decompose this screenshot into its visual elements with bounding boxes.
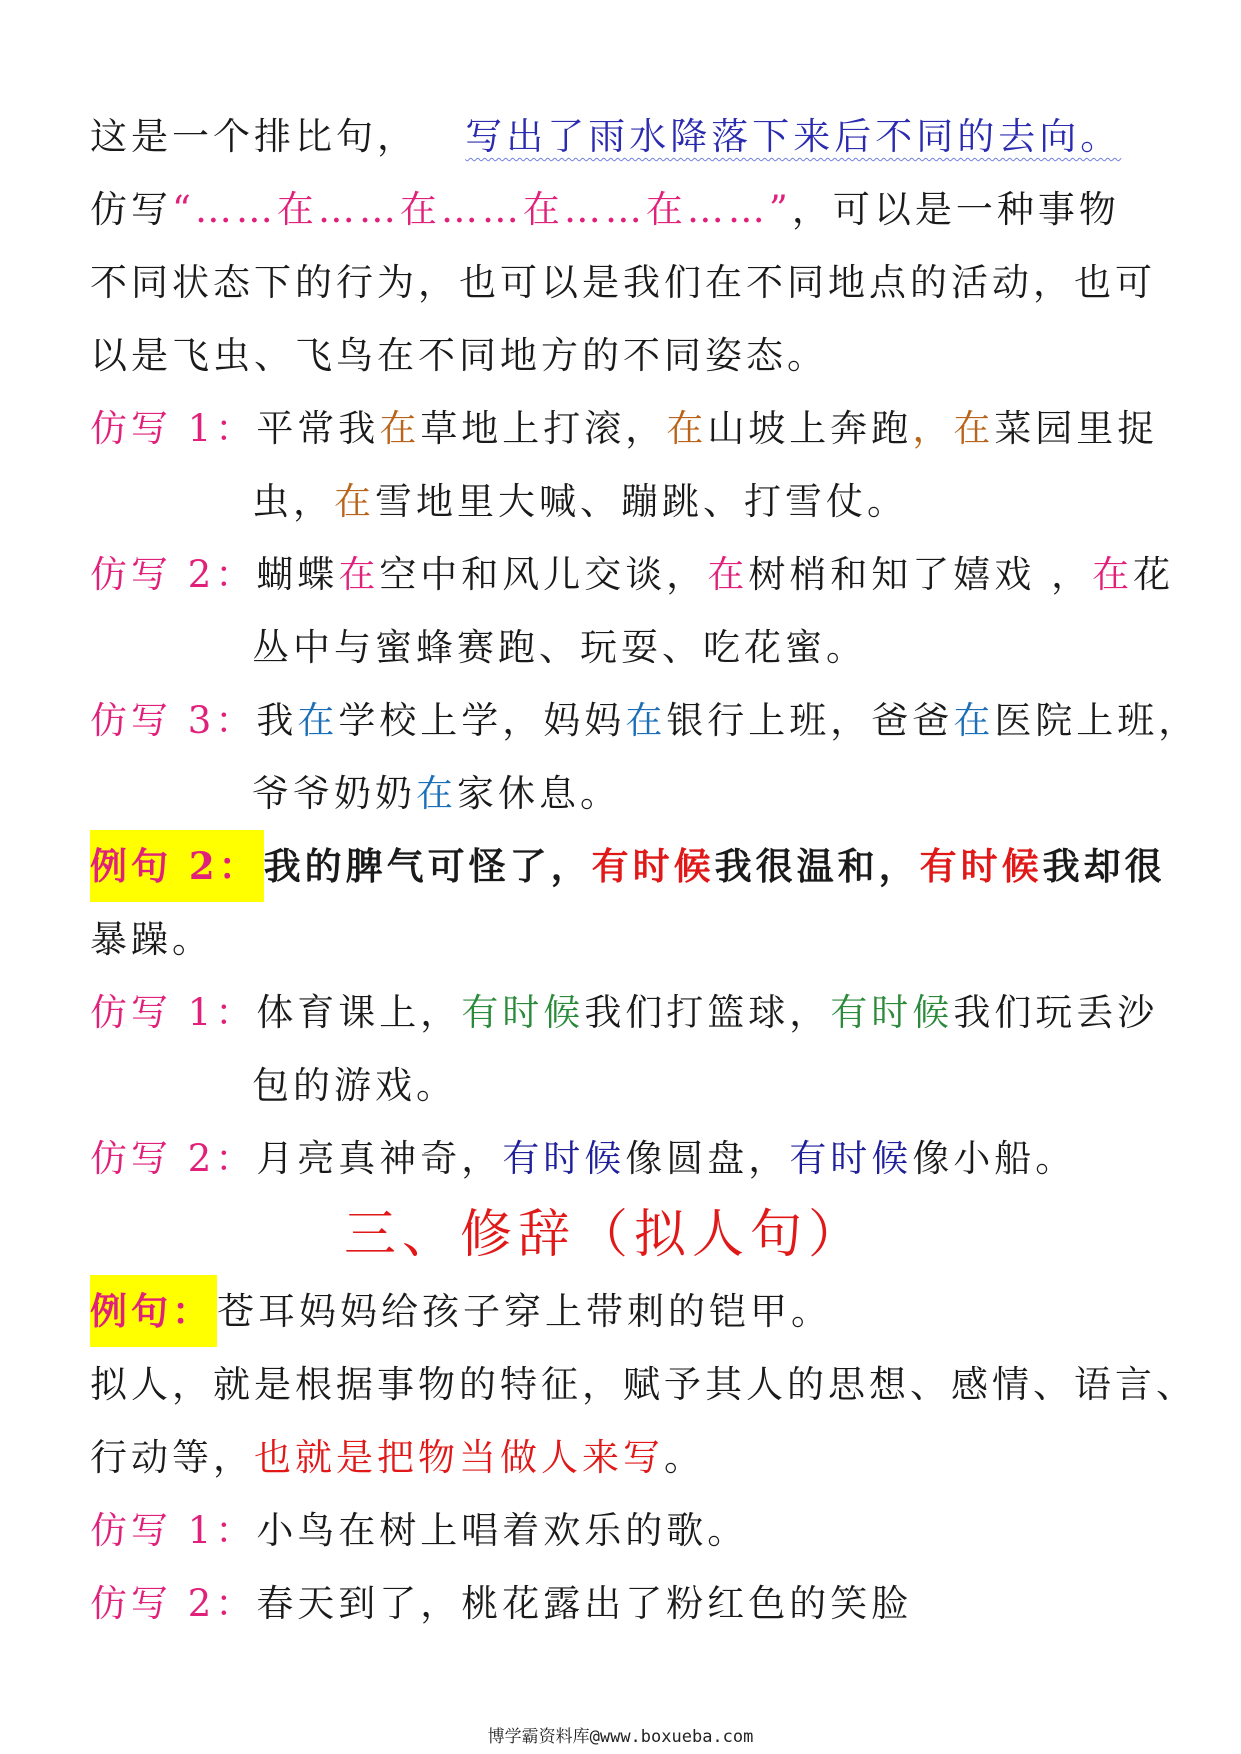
text-segment: 学校上学，妈妈 — [338, 699, 626, 742]
section-title: 三、修辞（拟人句） — [343, 1205, 866, 1265]
imitation-label: 仿写 3： — [90, 699, 257, 742]
text-segment: 春天到了，桃花露出了粉红色的笑脸 — [256, 1582, 913, 1625]
text-segment: 有时候 — [919, 844, 1043, 888]
imitation-label: 仿写 1： — [90, 407, 257, 450]
text-segment: 在 — [666, 407, 708, 450]
page-footer: 博学霸资料库@www.boxueba.com — [487, 1727, 754, 1747]
text-segment: 山坡上奔跑 — [707, 407, 913, 450]
imitation-6-line — [90, 1494, 1160, 1567]
text-segment: 月亮真神奇， — [256, 1137, 503, 1180]
text-segment: 小鸟在树上唱着欢乐的歌。 — [256, 1509, 749, 1552]
text-segment: 体育课上， — [256, 991, 462, 1034]
definition-line — [90, 1421, 1160, 1494]
imitation-label: 仿写 2： — [90, 1137, 257, 1180]
text-segment: 爷爷奶奶 — [252, 772, 416, 815]
imitation-2-line — [90, 538, 1175, 611]
imitation-label: 仿写 2： — [90, 553, 257, 596]
imitation-4-continuation: 包的游戏。 — [252, 1064, 457, 1107]
imitation-5-line — [90, 1122, 1160, 1195]
highlighted-explanation: 写出了雨水降落下来后不同的去向。 — [465, 115, 1122, 158]
text-segment: 这是一个排比句， — [90, 115, 418, 158]
example-sentence-2 — [90, 830, 1166, 903]
text-segment: 有时候 — [789, 1137, 913, 1180]
text-segment: 蝴蝶 — [256, 553, 339, 596]
text-segment: 在 — [953, 699, 995, 742]
text-segment: 行动等， — [90, 1436, 254, 1479]
text-segment: ， — [912, 407, 954, 450]
text-segment: 有时候 — [502, 1137, 626, 1180]
imitation-3-line — [90, 684, 1200, 757]
text-segment: 我 — [256, 699, 298, 742]
text-segment: 我们玩丢沙 — [953, 991, 1159, 1034]
text-segment: 菜园里捉 — [994, 407, 1159, 450]
imitation-3-continuation — [90, 757, 1160, 830]
key-definition: 也就是把物当做人来写 — [254, 1436, 664, 1479]
example-sentence-3 — [90, 1275, 1160, 1348]
text-segment: 在 — [297, 699, 339, 742]
text-segment: 有时候 — [591, 844, 715, 888]
imitation-4-line — [90, 976, 1160, 1049]
text-segment: 仿写 — [90, 188, 172, 231]
text-segment: 我们打篮球， — [584, 991, 831, 1034]
text-segment: 医院上班， — [994, 699, 1200, 742]
text-segment: 在 — [338, 553, 380, 596]
imitation-label: 仿写 1： — [90, 991, 257, 1034]
imitation-7-line — [90, 1567, 1160, 1640]
text-segment: 家休息。 — [457, 772, 621, 815]
example-label: 例句： — [90, 1275, 217, 1347]
text-segment: 像小船。 — [912, 1137, 1077, 1180]
paragraph-line: 不同状态下的行为，也可以是我们在不同地点的活动，也可 — [90, 261, 1156, 304]
text-segment: ，可以是一种事物 — [791, 188, 1120, 231]
text-segment: 在 — [707, 553, 749, 596]
text-segment: 我很温和， — [714, 844, 920, 888]
text-segment: 像圆盘， — [625, 1137, 790, 1180]
example-sentence-2-continuation: 暴躁。 — [90, 918, 213, 961]
imitation-1-continuation — [90, 465, 1160, 538]
document-body — [90, 100, 1200, 1640]
text-segment: 树梢和知了嬉戏 ， — [748, 553, 1093, 596]
text-segment: 花 — [1133, 553, 1175, 596]
text-segment: 虫， — [252, 480, 334, 523]
text-segment: 草地上打滚， — [420, 407, 667, 450]
imitation-2-continuation: 丛中与蜜蜂赛跑、玩耍、吃花蜜。 — [252, 626, 867, 669]
text-segment: 在 — [379, 407, 421, 450]
text-segment: 我的脾气可怪了， — [263, 844, 592, 888]
text-segment: 有时候 — [830, 991, 954, 1034]
text-segment: 在 — [334, 480, 375, 523]
text-segment: 平常我 — [256, 407, 380, 450]
paragraph-line — [90, 173, 1160, 246]
text-segment: 在 — [1092, 553, 1134, 596]
text-segment: 有时候 — [461, 991, 585, 1034]
text-segment: 银行上班，爸爸 — [666, 699, 954, 742]
paragraph-line: 以是飞虫、飞鸟在不同地方的不同姿态。 — [90, 334, 828, 377]
text-segment: 在 — [625, 699, 667, 742]
text-segment: 在 — [953, 407, 995, 450]
example-label: 例句 2： — [90, 830, 264, 902]
imitation-label: 仿写 2： — [90, 1582, 257, 1625]
text-segment: 苍耳妈妈给孩子穿上带刺的铠甲。 — [217, 1290, 832, 1333]
paragraph-line — [90, 100, 1160, 173]
text-segment: 空中和风儿交谈， — [379, 553, 708, 596]
definition-line: 拟人，就是根据事物的特征，赋予其人的思想、感情、语言、 — [90, 1363, 1197, 1406]
imitation-1-line — [90, 392, 1160, 465]
text-segment: 雪地里大喊、蹦跳、打雪仗。 — [375, 480, 908, 523]
text-segment: 在 — [416, 772, 457, 815]
text-segment: 。 — [664, 1436, 705, 1479]
pattern-text: “……在……在……在……在……” — [172, 188, 792, 231]
imitation-label: 仿写 1： — [90, 1509, 257, 1552]
text-segment: 我却很 — [1042, 844, 1166, 888]
